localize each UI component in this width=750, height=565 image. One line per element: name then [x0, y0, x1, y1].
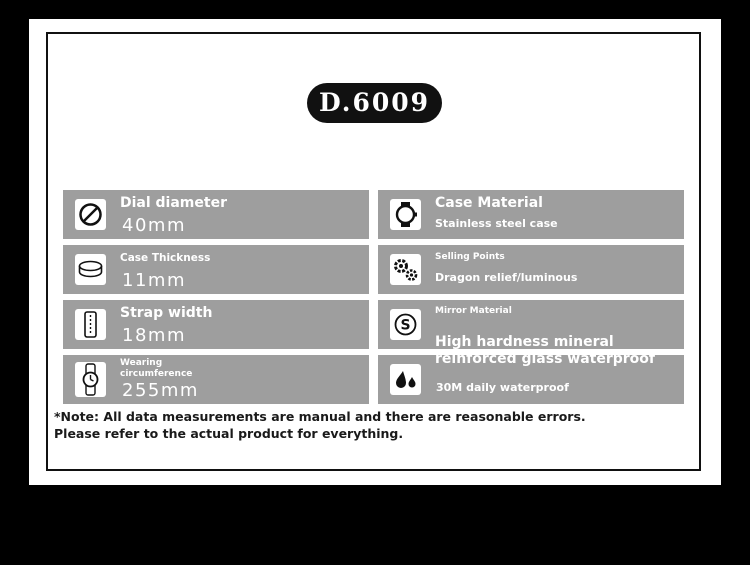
mirror-material-value: High hardness mineral reinforced glass waterproof — [435, 334, 656, 367]
spec-label: Selling Points — [435, 252, 505, 262]
svg-text:S: S — [400, 317, 411, 334]
note-line-2: Please refer to the actual product for everything. — [54, 425, 404, 441]
strap-width-icon — [75, 309, 106, 340]
spec-card-strap-width — [63, 300, 369, 349]
watch-case-icon — [390, 199, 421, 230]
spec-label: Case Material — [435, 195, 543, 211]
spec-label: Dial diameter — [120, 195, 227, 211]
spec-card-case-thickness — [63, 245, 369, 294]
note-line-1: *Note: All data measurements are manual and there are reasonable errors. — [54, 409, 586, 424]
water-drop-icon — [390, 364, 421, 395]
spec-label: Strap width — [120, 305, 213, 321]
dial-diameter-icon — [75, 199, 106, 230]
spec-label: Mirror Material — [435, 306, 512, 316]
spec-card-selling-points — [378, 245, 684, 294]
wrist-watch-icon — [75, 362, 106, 397]
mirror-s-icon — [390, 309, 421, 340]
spec-label: Wearing circumference — [120, 358, 193, 379]
spec-card-wearing-circumference — [63, 355, 369, 404]
spec-value: Stainless steel case — [435, 217, 558, 230]
spec-label: Case Thickness — [120, 252, 211, 264]
spec-card-dial-diameter — [63, 190, 369, 239]
measurement-note — [54, 409, 586, 442]
spec-value: Dragon relief/luminous — [435, 271, 578, 284]
spec-value: 30M daily waterproof — [436, 381, 569, 394]
model-badge: D.6009 — [307, 83, 442, 123]
case-thickness-icon — [75, 254, 106, 285]
spec-value: 18mm — [122, 325, 186, 346]
gears-icon — [390, 254, 421, 285]
spec-value: 40mm — [122, 215, 186, 236]
spec-card-case-material — [378, 190, 684, 239]
spec-value: 11mm — [122, 270, 186, 291]
spec-value: 255mm — [122, 380, 199, 401]
